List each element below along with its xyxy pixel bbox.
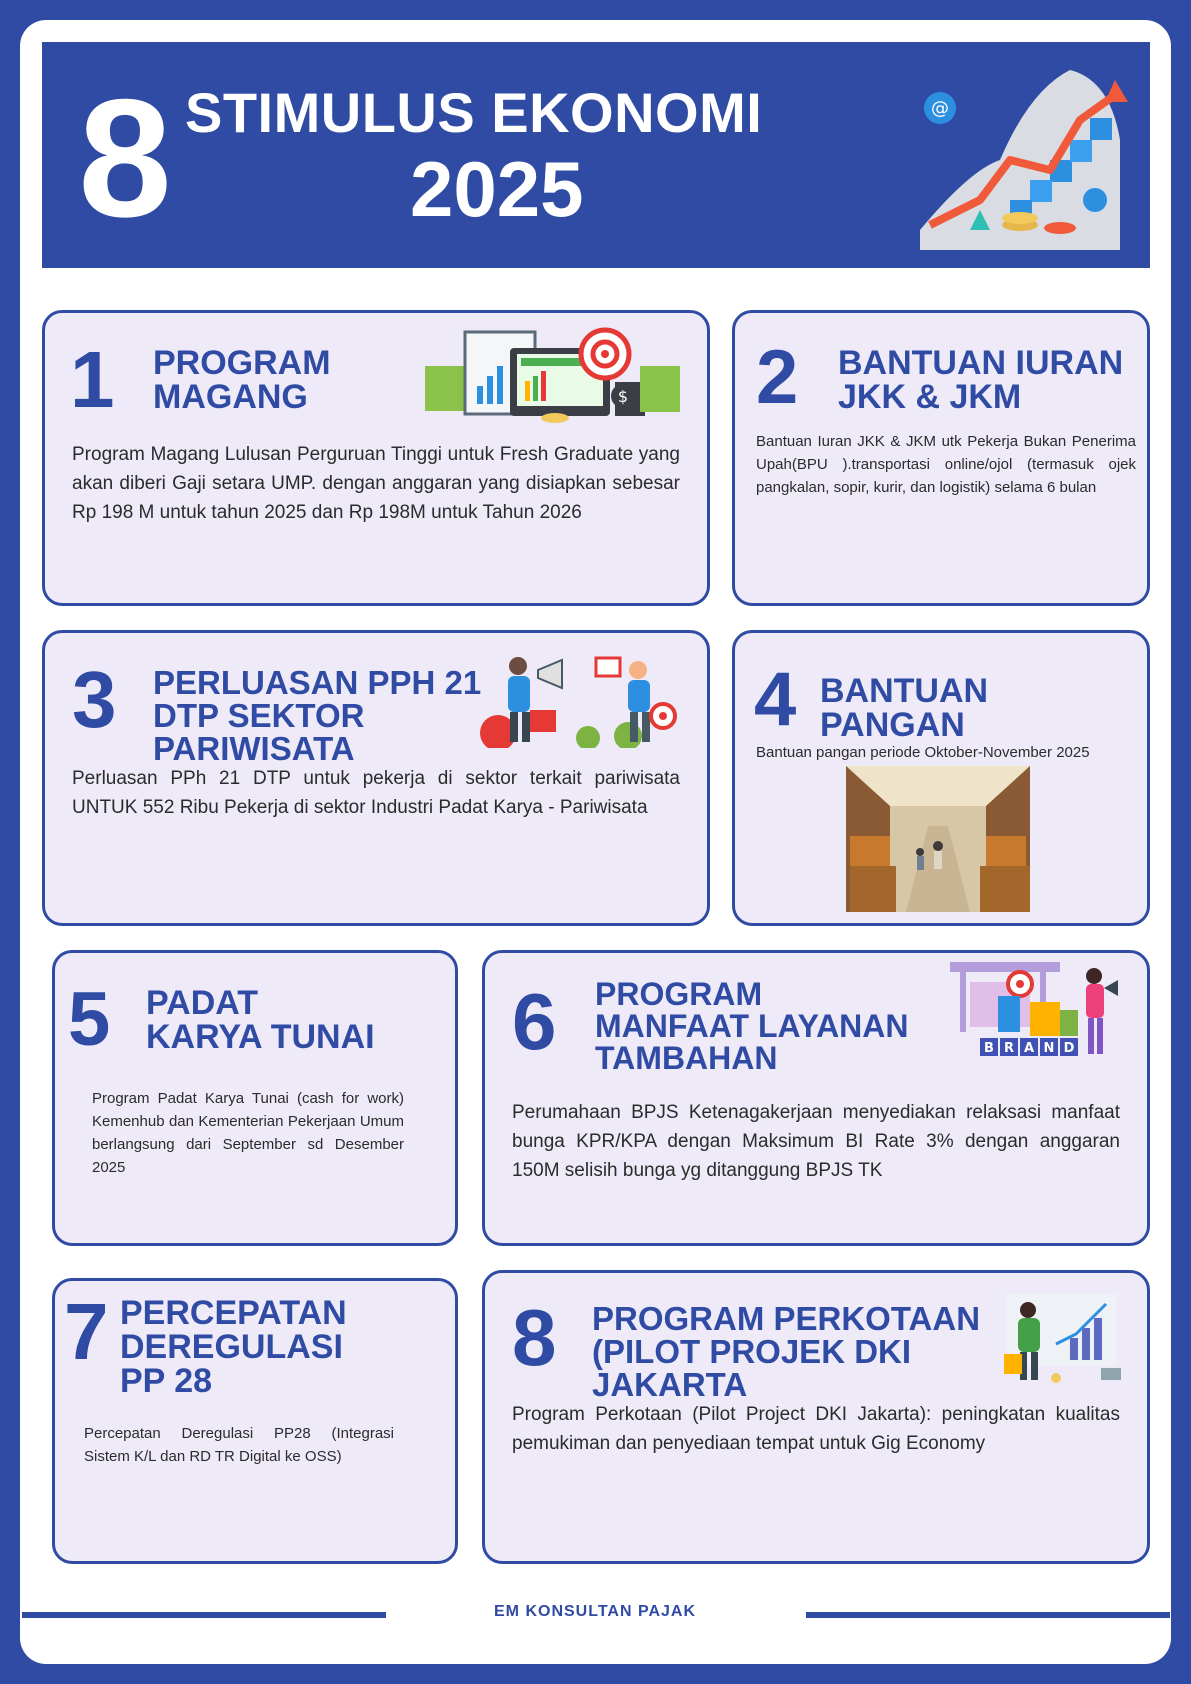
card-title: PERCEPATAN DEREGULASI PP 28 <box>120 1294 347 1400</box>
card-description: Program Magang Lulusan Perguruan Tinggi untuk Fresh Graduate yang akan diberi Gaji setara UMP. dengan anggaran yang disiapkan sebesar Rp 198 M untuk tahun 2025 dan Rp 198M untuk Tahun 2026 <box>72 444 680 523</box>
card-title: PROGRAM MANFAAT LAYANAN TAMBAHAN <box>595 976 909 1076</box>
card-description: Program Padat Karya Tunai (cash for work) Kemenhub dan Kementerian Pekerjaan Umum berlangsung dari September sd Desember 2025 <box>92 1090 404 1176</box>
header-year: 2025 <box>410 145 584 233</box>
card-title: PERLUASAN PPH 21 DTP SEKTOR PARIWISATA <box>153 664 482 767</box>
market-photo <box>846 766 1030 912</box>
svg-text:@: @ <box>931 98 949 119</box>
card-number: 2 <box>756 335 799 420</box>
card-description: Perumahaan BPJS Ketenagakerjaan menyediakan relaksasi manfaat bunga KPR/KPA dengan Maksimum BI Rate 3% dengan anggaran 150M selisih bunga yg ditanggung BPJS TK <box>512 1102 1120 1181</box>
card-title: BANTUAN IURAN JKK & JKM <box>838 344 1124 416</box>
card-number: 6 <box>512 977 557 1066</box>
brand-letter: B <box>984 1041 994 1056</box>
growth-chart-illustration <box>996 1294 1126 1384</box>
card-description: Percepatan Deregulasi PP28 (Integrasi Sistem K/L dan RD TR Digital ke OSS) <box>84 1425 394 1465</box>
card-title: PADAT KARYA TUNAI <box>146 984 375 1056</box>
card-title: BANTUAN PANGAN <box>820 672 989 744</box>
card-number: 5 <box>68 977 111 1062</box>
brand-letter: D <box>1063 1041 1075 1056</box>
card-number: 7 <box>64 1287 109 1376</box>
card-number: 4 <box>754 657 797 742</box>
card-description: Bantuan pangan periode Oktober-November 2025 <box>756 744 1090 761</box>
card-description: Program Perkotaan (Pilot Project DKI Jakarta): peningkatan kualitas pemukiman dan penyediaan tempat untuk Gig Economy <box>512 1404 1120 1454</box>
office-dashboard-illustration <box>425 326 685 426</box>
brand-letter: R <box>1003 1041 1015 1056</box>
header-number: 8 <box>78 64 168 252</box>
card-title: PROGRAM PERKOTAAN (PILOT PROJEK DKI JAKARTA <box>592 1300 981 1403</box>
brand-letter: N <box>1043 1041 1055 1056</box>
header-title: STIMULUS EKONOMI <box>185 81 763 144</box>
card-title: PROGRAM MAGANG <box>153 344 331 416</box>
card-description: Perluasan PPh 21 DTP untuk pekerja di sektor terkait pariwisata UNTUK 552 Ribu Pekerja di sektor Industri Padat Karya - Pariwisata <box>72 768 680 818</box>
brand-illustration <box>950 962 1120 1062</box>
marketing-people-illustration <box>478 648 678 748</box>
card-number: 1 <box>70 335 115 424</box>
footer-line-left <box>22 1612 386 1618</box>
footer-line-right <box>806 1612 1170 1618</box>
brand-letter: A <box>1023 1041 1035 1056</box>
card-description: Bantuan Iuran JKK & JKM utk Pekerja Bukan Penerima Upah(BPU ).transportasi online/ojol (termasuk ojek pangkalan, sopir, kurir, dan logistik) selama 6 bulan <box>756 433 1136 496</box>
svg-text:$: $ <box>617 387 629 406</box>
card-number: 3 <box>72 655 117 744</box>
footer-text: EM KONSULTAN PAJAK <box>494 1603 696 1620</box>
growth-staircase-illustration <box>910 50 1130 260</box>
card-number: 8 <box>512 1293 557 1382</box>
